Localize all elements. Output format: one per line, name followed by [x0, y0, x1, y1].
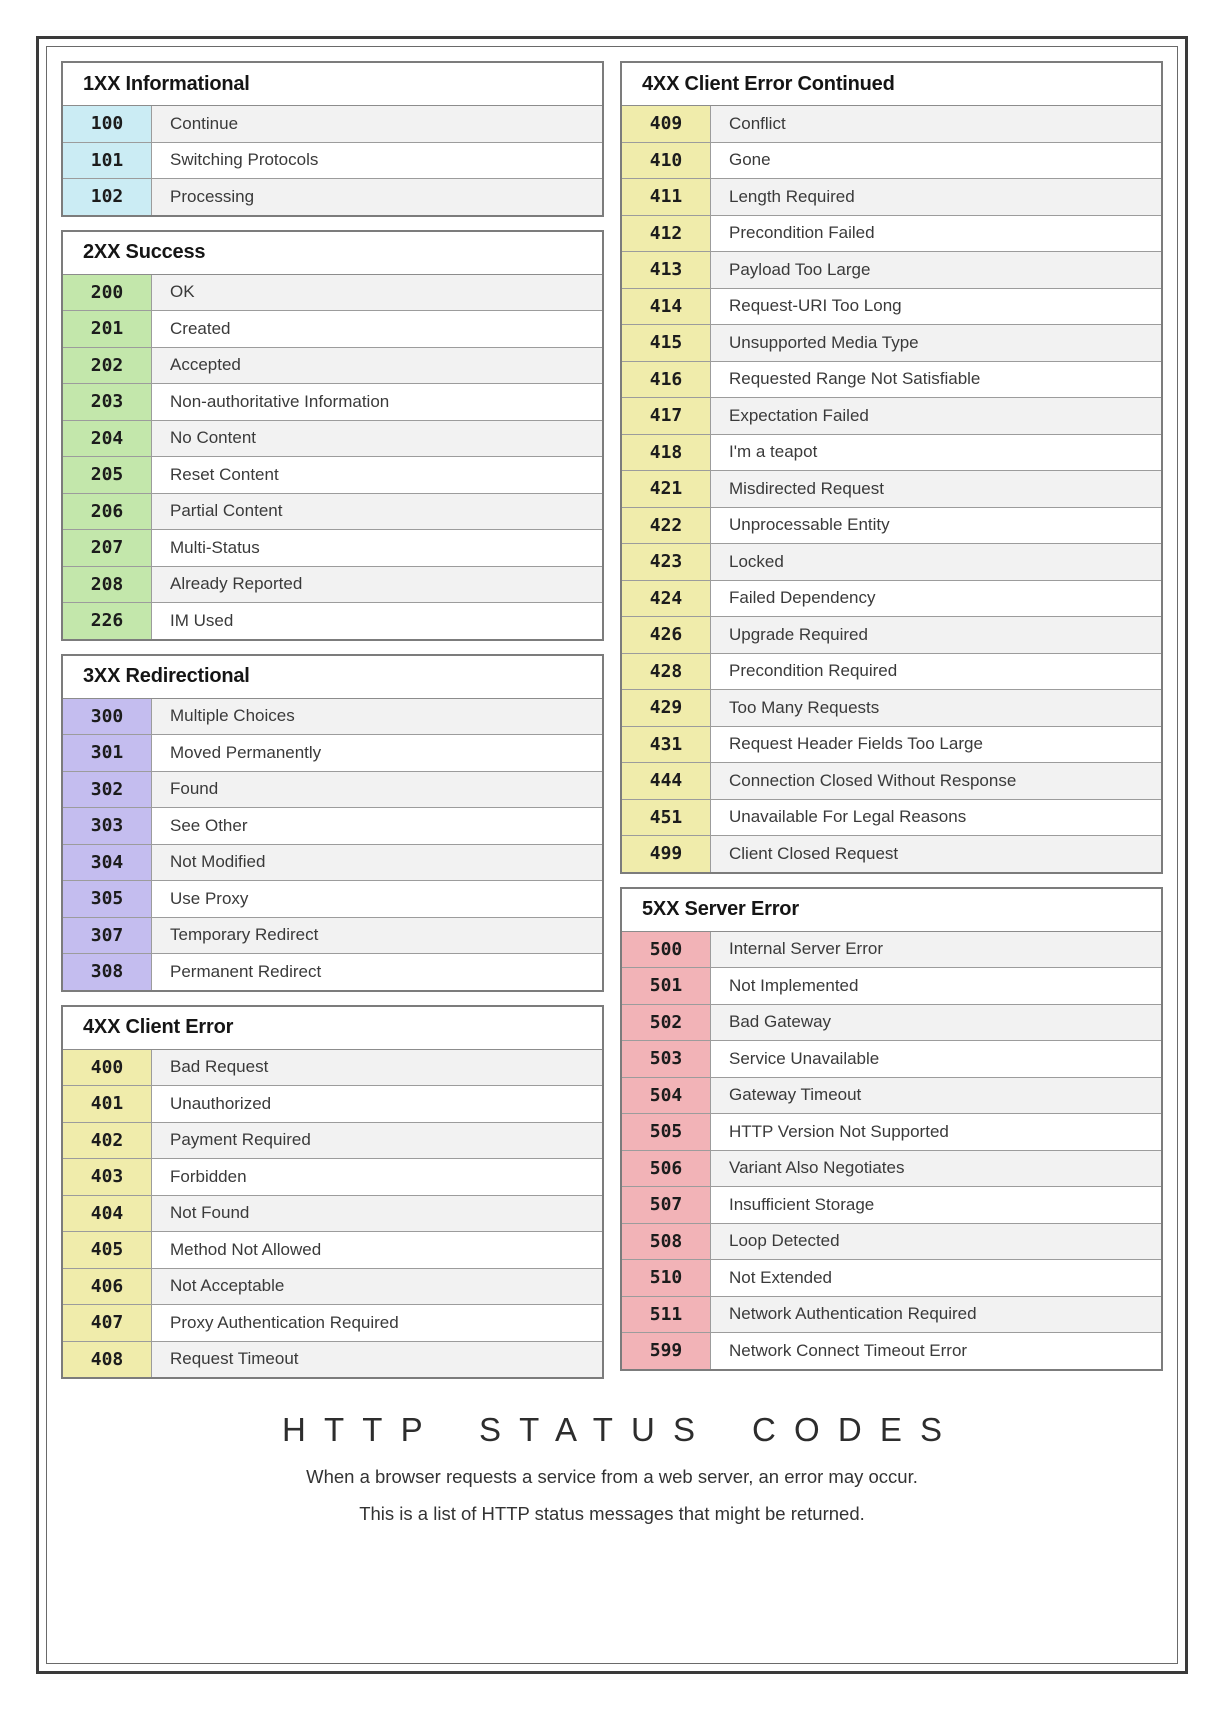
- status-message-cell: OK: [152, 275, 602, 311]
- section-rows: [622, 932, 1161, 1369]
- status-code-cell: 301: [63, 735, 152, 771]
- table-row: [622, 1150, 1161, 1187]
- table-row: [63, 953, 602, 990]
- status-message-cell: Found: [152, 772, 602, 808]
- table-row: [622, 1113, 1161, 1150]
- section-header: 1XX Informational: [63, 63, 602, 106]
- table-row: [63, 310, 602, 347]
- status-code-cell: 406: [63, 1269, 152, 1305]
- status-message-cell: Permanent Redirect: [152, 954, 602, 990]
- poster-outer-frame: [36, 36, 1188, 1674]
- status-message-cell: Not Modified: [152, 845, 602, 881]
- table-row: [622, 932, 1161, 968]
- table-row: [622, 1004, 1161, 1041]
- status-code-cell: 426: [622, 617, 711, 653]
- table-row: [622, 967, 1161, 1004]
- status-message-cell: HTTP Version Not Supported: [711, 1114, 1161, 1150]
- status-message-cell: Upgrade Required: [711, 617, 1161, 653]
- status-code-cell: 407: [63, 1305, 152, 1341]
- status-code-cell: 100: [63, 106, 152, 142]
- status-code-cell: 201: [63, 311, 152, 347]
- section-header: 4XX Client Error Continued: [622, 63, 1161, 106]
- table-row: [622, 799, 1161, 836]
- table-row: [622, 1259, 1161, 1296]
- table-row: [622, 178, 1161, 215]
- footer: [61, 1411, 1163, 1527]
- table-row: [63, 529, 602, 566]
- table-row: [63, 383, 602, 420]
- status-code-cell: 205: [63, 457, 152, 493]
- table-row: [622, 361, 1161, 398]
- status-code-cell: 423: [622, 544, 711, 580]
- poster-title: HTTP STATUS CODES: [281, 1411, 961, 1448]
- section-rows: [63, 1050, 602, 1378]
- status-message-cell: Request Timeout: [152, 1342, 602, 1378]
- status-message-cell: Switching Protocols: [152, 143, 602, 179]
- status-code-cell: 599: [622, 1333, 711, 1369]
- status-message-cell: Already Reported: [152, 567, 602, 603]
- status-message-cell: Reset Content: [152, 457, 602, 493]
- section-rows: [63, 699, 602, 990]
- status-message-cell: Non-authoritative Information: [152, 384, 602, 420]
- table-row: [622, 543, 1161, 580]
- table-row: [63, 420, 602, 457]
- status-code-cell: 208: [63, 567, 152, 603]
- status-message-cell: Precondition Required: [711, 654, 1161, 690]
- status-code-cell: 202: [63, 348, 152, 384]
- table-row: [622, 324, 1161, 361]
- status-code-cell: 502: [622, 1005, 711, 1041]
- status-message-cell: Unauthorized: [152, 1086, 602, 1122]
- status-message-cell: Processing: [152, 179, 602, 215]
- status-code-cell: 308: [63, 954, 152, 990]
- status-message-cell: Precondition Failed: [711, 216, 1161, 252]
- table-row: [63, 771, 602, 808]
- table-row: [622, 835, 1161, 872]
- status-code-cell: 203: [63, 384, 152, 420]
- status-code-cell: 499: [622, 836, 711, 872]
- status-code-cell: 200: [63, 275, 152, 311]
- status-message-cell: Requested Range Not Satisfiable: [711, 362, 1161, 398]
- status-code-cell: 207: [63, 530, 152, 566]
- subtitle-line-1: When a browser requests a service from a web server, an error may occur.: [306, 1466, 918, 1487]
- table-row: [622, 1332, 1161, 1369]
- status-message-cell: IM Used: [152, 603, 602, 639]
- status-message-cell: I'm a teapot: [711, 435, 1161, 471]
- status-code-cell: 414: [622, 289, 711, 325]
- status-message-cell: Created: [152, 311, 602, 347]
- status-message-cell: Client Closed Request: [711, 836, 1161, 872]
- status-code-cell: 403: [63, 1159, 152, 1195]
- status-section: [620, 61, 1163, 874]
- status-message-cell: Expectation Failed: [711, 398, 1161, 434]
- status-message-cell: Length Required: [711, 179, 1161, 215]
- status-code-cell: 421: [622, 471, 711, 507]
- table-row: [63, 880, 602, 917]
- status-message-cell: Connection Closed Without Response: [711, 763, 1161, 799]
- status-code-cell: 402: [63, 1123, 152, 1159]
- status-message-cell: Unprocessable Entity: [711, 508, 1161, 544]
- status-code-cell: 204: [63, 421, 152, 457]
- status-message-cell: Proxy Authentication Required: [152, 1305, 602, 1341]
- section-rows: [63, 275, 602, 639]
- status-message-cell: Continue: [152, 106, 602, 142]
- status-message-cell: Forbidden: [152, 1159, 602, 1195]
- status-code-cell: 302: [63, 772, 152, 808]
- table-row: [63, 699, 602, 735]
- status-message-cell: Partial Content: [152, 494, 602, 530]
- status-message-cell: Not Acceptable: [152, 1269, 602, 1305]
- status-code-cell: 511: [622, 1297, 711, 1333]
- status-code-cell: 409: [622, 106, 711, 142]
- table-row: [622, 689, 1161, 726]
- table-row: [622, 653, 1161, 690]
- status-code-cell: 305: [63, 881, 152, 917]
- status-message-cell: Network Connect Timeout Error: [711, 1333, 1161, 1369]
- status-code-cell: 422: [622, 508, 711, 544]
- table-row: [63, 807, 602, 844]
- status-code-cell: 405: [63, 1232, 152, 1268]
- table-row: [622, 1296, 1161, 1333]
- table-row: [622, 1077, 1161, 1114]
- status-message-cell: Request-URI Too Long: [711, 289, 1161, 325]
- table-row: [622, 288, 1161, 325]
- status-code-cell: 101: [63, 143, 152, 179]
- status-code-cell: 428: [622, 654, 711, 690]
- status-code-columns: [61, 61, 1163, 1379]
- section-header: 5XX Server Error: [622, 889, 1161, 932]
- poster-inner-frame: [46, 46, 1178, 1664]
- table-row: [63, 734, 602, 771]
- table-row: [63, 917, 602, 954]
- status-code-cell: 505: [622, 1114, 711, 1150]
- status-code-cell: 206: [63, 494, 152, 530]
- status-code-cell: 401: [63, 1086, 152, 1122]
- status-message-cell: Temporary Redirect: [152, 918, 602, 954]
- table-row: [63, 1231, 602, 1268]
- table-row: [622, 1040, 1161, 1077]
- status-code-cell: 444: [622, 763, 711, 799]
- status-code-cell: 500: [622, 932, 711, 968]
- status-code-cell: 429: [622, 690, 711, 726]
- table-row: [622, 106, 1161, 142]
- table-row: [622, 251, 1161, 288]
- status-message-cell: Accepted: [152, 348, 602, 384]
- status-message-cell: Bad Request: [152, 1050, 602, 1086]
- status-code-cell: 408: [63, 1342, 152, 1378]
- table-row: [622, 507, 1161, 544]
- status-message-cell: Variant Also Negotiates: [711, 1151, 1161, 1187]
- status-code-cell: 417: [622, 398, 711, 434]
- status-message-cell: Loop Detected: [711, 1224, 1161, 1260]
- section-rows: [622, 106, 1161, 872]
- status-code-cell: 431: [622, 727, 711, 763]
- status-message-cell: Gone: [711, 143, 1161, 179]
- status-section: [61, 1005, 604, 1380]
- table-row: [63, 1304, 602, 1341]
- status-message-cell: Unsupported Media Type: [711, 325, 1161, 361]
- section-header: 3XX Redirectional: [63, 656, 602, 699]
- status-message-cell: Not Extended: [711, 1260, 1161, 1296]
- status-code-cell: 424: [622, 581, 711, 617]
- table-row: [63, 1268, 602, 1305]
- status-message-cell: Payload Too Large: [711, 252, 1161, 288]
- status-code-cell: 411: [622, 179, 711, 215]
- status-code-cell: 413: [622, 252, 711, 288]
- status-message-cell: Insufficient Storage: [711, 1187, 1161, 1223]
- table-row: [622, 580, 1161, 617]
- table-row: [622, 762, 1161, 799]
- status-code-cell: 507: [622, 1187, 711, 1223]
- status-section: [620, 887, 1163, 1371]
- table-row: [63, 1195, 602, 1232]
- status-code-cell: 501: [622, 968, 711, 1004]
- status-code-cell: 304: [63, 845, 152, 881]
- section-header: 2XX Success: [63, 232, 602, 275]
- status-code-cell: 503: [622, 1041, 711, 1077]
- status-code-cell: 102: [63, 179, 152, 215]
- table-row: [63, 1341, 602, 1378]
- table-row: [622, 726, 1161, 763]
- status-code-cell: 307: [63, 918, 152, 954]
- status-code-cell: 400: [63, 1050, 152, 1086]
- table-row: [622, 1223, 1161, 1260]
- table-row: [63, 602, 602, 639]
- status-code-cell: 300: [63, 699, 152, 735]
- status-message-cell: Moved Permanently: [152, 735, 602, 771]
- table-row: [622, 470, 1161, 507]
- status-section: [61, 230, 604, 641]
- status-code-cell: 416: [622, 362, 711, 398]
- status-code-cell: 418: [622, 435, 711, 471]
- table-row: [63, 106, 602, 142]
- right-column: [620, 61, 1163, 1371]
- status-message-cell: Method Not Allowed: [152, 1232, 602, 1268]
- table-row: [622, 434, 1161, 471]
- status-code-cell: 410: [622, 143, 711, 179]
- status-message-cell: Conflict: [711, 106, 1161, 142]
- status-message-cell: Not Implemented: [711, 968, 1161, 1004]
- table-row: [63, 178, 602, 215]
- status-code-cell: 303: [63, 808, 152, 844]
- status-code-cell: 404: [63, 1196, 152, 1232]
- table-row: [63, 275, 602, 311]
- table-row: [63, 1050, 602, 1086]
- section-header: 4XX Client Error: [63, 1007, 602, 1050]
- status-message-cell: Internal Server Error: [711, 932, 1161, 968]
- table-row: [63, 347, 602, 384]
- table-row: [63, 1085, 602, 1122]
- status-code-cell: 412: [622, 216, 711, 252]
- status-message-cell: Request Header Fields Too Large: [711, 727, 1161, 763]
- table-row: [63, 566, 602, 603]
- status-message-cell: Locked: [711, 544, 1161, 580]
- status-code-cell: 415: [622, 325, 711, 361]
- status-section: [61, 654, 604, 992]
- status-code-cell: 510: [622, 1260, 711, 1296]
- table-row: [63, 1158, 602, 1195]
- status-message-cell: Failed Dependency: [711, 581, 1161, 617]
- status-code-cell: 451: [622, 800, 711, 836]
- status-message-cell: Gateway Timeout: [711, 1078, 1161, 1114]
- status-message-cell: See Other: [152, 808, 602, 844]
- table-row: [63, 493, 602, 530]
- table-row: [63, 456, 602, 493]
- status-message-cell: Unavailable For Legal Reasons: [711, 800, 1161, 836]
- status-message-cell: Payment Required: [152, 1123, 602, 1159]
- table-row: [622, 142, 1161, 179]
- table-row: [63, 1122, 602, 1159]
- table-row: [63, 844, 602, 881]
- status-message-cell: Bad Gateway: [711, 1005, 1161, 1041]
- status-message-cell: Network Authentication Required: [711, 1297, 1161, 1333]
- subtitle-line-2: This is a list of HTTP status messages that might be returned.: [359, 1502, 865, 1524]
- status-message-cell: Multiple Choices: [152, 699, 602, 735]
- table-row: [622, 1186, 1161, 1223]
- status-code-cell: 504: [622, 1078, 711, 1114]
- status-code-cell: 226: [63, 603, 152, 639]
- status-message-cell: No Content: [152, 421, 602, 457]
- status-code-cell: 506: [622, 1151, 711, 1187]
- section-rows: [63, 106, 602, 215]
- status-message-cell: Multi-Status: [152, 530, 602, 566]
- status-section: [61, 61, 604, 217]
- status-message-cell: Use Proxy: [152, 881, 602, 917]
- status-message-cell: Too Many Requests: [711, 690, 1161, 726]
- table-row: [622, 215, 1161, 252]
- table-row: [622, 616, 1161, 653]
- status-code-cell: 508: [622, 1224, 711, 1260]
- status-message-cell: Misdirected Request: [711, 471, 1161, 507]
- left-column: [61, 61, 604, 1379]
- table-row: [63, 142, 602, 179]
- status-message-cell: Service Unavailable: [711, 1041, 1161, 1077]
- status-message-cell: Not Found: [152, 1196, 602, 1232]
- table-row: [622, 397, 1161, 434]
